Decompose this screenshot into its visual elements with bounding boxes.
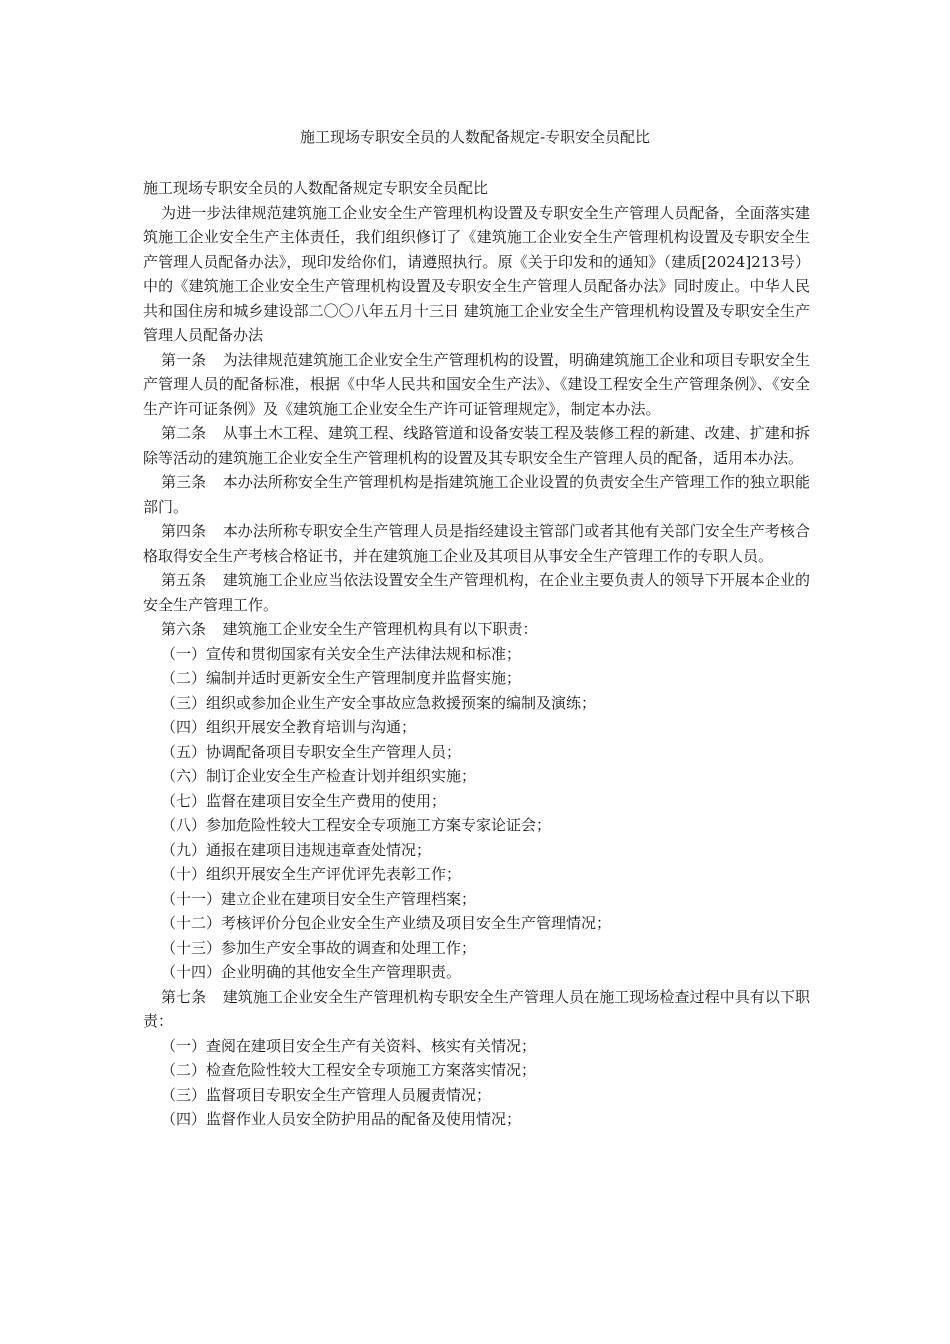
document-subtitle: 施工现场专职安全员的人数配备规定专职安全员配比 [143, 179, 489, 197]
list-item: （四）组织开展安全教育培训与沟通； [161, 718, 417, 736]
article-text: 为法律规范建筑施工企业安全生产管理机构的设置，明确建筑施工企业和项目专职安全生产管理人员的配备标准，根据《中华人民共和国安全生产法》、《建设工程安全生产管理条例》、《安全生产许可证条例》及《建筑施工企业安全生产许可证管理规定》，制定本办法。 [143, 350, 810, 418]
list-item: （四）监督作业人员安全防护用品的配备及使用情况； [161, 1110, 522, 1128]
list-item: （二）编制并适时更新安全生产管理制度并监督实施； [161, 669, 522, 687]
list-item: （九）通报在建项目违规违章查处情况； [161, 840, 432, 859]
article-3 [143, 470, 810, 519]
list-item: （一）宣传和贯彻国家有关安全生产法律法规和标准； [161, 644, 522, 663]
list-item: （十一）建立企业在建项目安全生产管理档案； [161, 889, 477, 908]
list-item: （六）制订企业安全生产检查计划并组织实施； [161, 767, 477, 785]
article-label: 第七条 [161, 987, 207, 1006]
intro-paragraph: 为进一步法律规范建筑施工企业安全生产管理机构设置及专职安全生产管理人员配备，全面落实建筑施工企业安全生产主体责任，我们组织修订了《建筑施工企业安全生产管理机构设置及专职安全生产管理人员配备办法》，现印发给你们，请遵照执行。原《关于印发和的通知》（建质[2024]213号）中的《建筑施工企业安全生产管理机构设置及专职安全生产管理人员配备办法》同时废止。中华人民共和国住房和城乡建设部二〇〇八年五月十三日 建筑施工企业安全生产管理机构设置及专职安全生产管理人员配备办法 [143, 203, 810, 344]
list-item: （一）查阅在建项目安全生产有关资料、核实有关情况； [161, 1036, 537, 1055]
article-label: 第六条 [161, 620, 207, 638]
list-item: （五）协调配备项目专职安全生产管理人员； [161, 742, 462, 761]
article-5 [143, 568, 810, 617]
article-label: 第四条 [161, 522, 207, 540]
list-item: （十四）企业明确的其他安全生产管理职责。 [161, 963, 462, 981]
list-item: （八）参加危险性较大工程安全专项施工方案专家论证会； [161, 816, 552, 834]
article-text: 从事土木工程、建筑工程、线路管道和设备安装工程及装修工程的新建、改建、扩建和拆除等活动的建筑施工企业安全生产管理机构的设置及其专职安全生产管理人员的配备，适用本办法。 [143, 424, 810, 467]
article-label: 第三条 [161, 473, 207, 491]
article-text: 建筑施工企业安全生产管理机构具有以下职责： [222, 620, 538, 638]
list-item: （三）组织或参加企业生产安全事故应急救援预案的编制及演练； [161, 693, 597, 712]
article-label: 第二条 [161, 424, 207, 442]
article-label: 第五条 [161, 571, 207, 589]
article-1 [143, 348, 810, 422]
list-item: （十二）考核评价分包企业安全生产业绩及项目安全生产管理情况； [161, 914, 612, 932]
article-label: 第一条 [161, 350, 207, 369]
article-text: 本办法所称安全生产管理机构是指建筑施工企业设置的负责安全生产管理工作的独立职能部门。 [143, 473, 810, 516]
article-6 [143, 617, 810, 642]
list-item: （七）监督在建项目安全生产费用的使用； [161, 791, 447, 810]
list-item: （十）组织开展安全生产评优评先表彰工作； [161, 865, 462, 883]
article-2 [143, 421, 810, 470]
document-title: 施工现场专职安全员的人数配备规定-专职安全员配比 [299, 128, 651, 146]
article-4 [143, 519, 810, 568]
list-item: （二）检查危险性较大工程安全专项施工方案落实情况； [161, 1061, 537, 1079]
article-text: 本办法所称专职安全生产管理人员是指经建设主管部门或者其他有关部门安全生产考核合格取得安全生产考核合格证书，并在建筑施工企业及其项目从事安全生产管理工作的专职人员。 [143, 522, 810, 565]
list-item: （十三）参加生产安全事故的调查和处理工作； [161, 938, 477, 957]
article-text: 建筑施工企业应当依法设置安全生产管理机构，在企业主要负责人的领导下开展本企业的安全生产管理工作。 [143, 571, 810, 614]
article-7 [143, 985, 810, 1034]
article-text: 建筑施工企业安全生产管理机构专职安全生产管理人员在施工现场检查过程中具有以下职责： [143, 987, 810, 1030]
list-item: （三）监督项目专职安全生产管理人员履责情况； [161, 1085, 492, 1104]
document-body [143, 176, 810, 1132]
